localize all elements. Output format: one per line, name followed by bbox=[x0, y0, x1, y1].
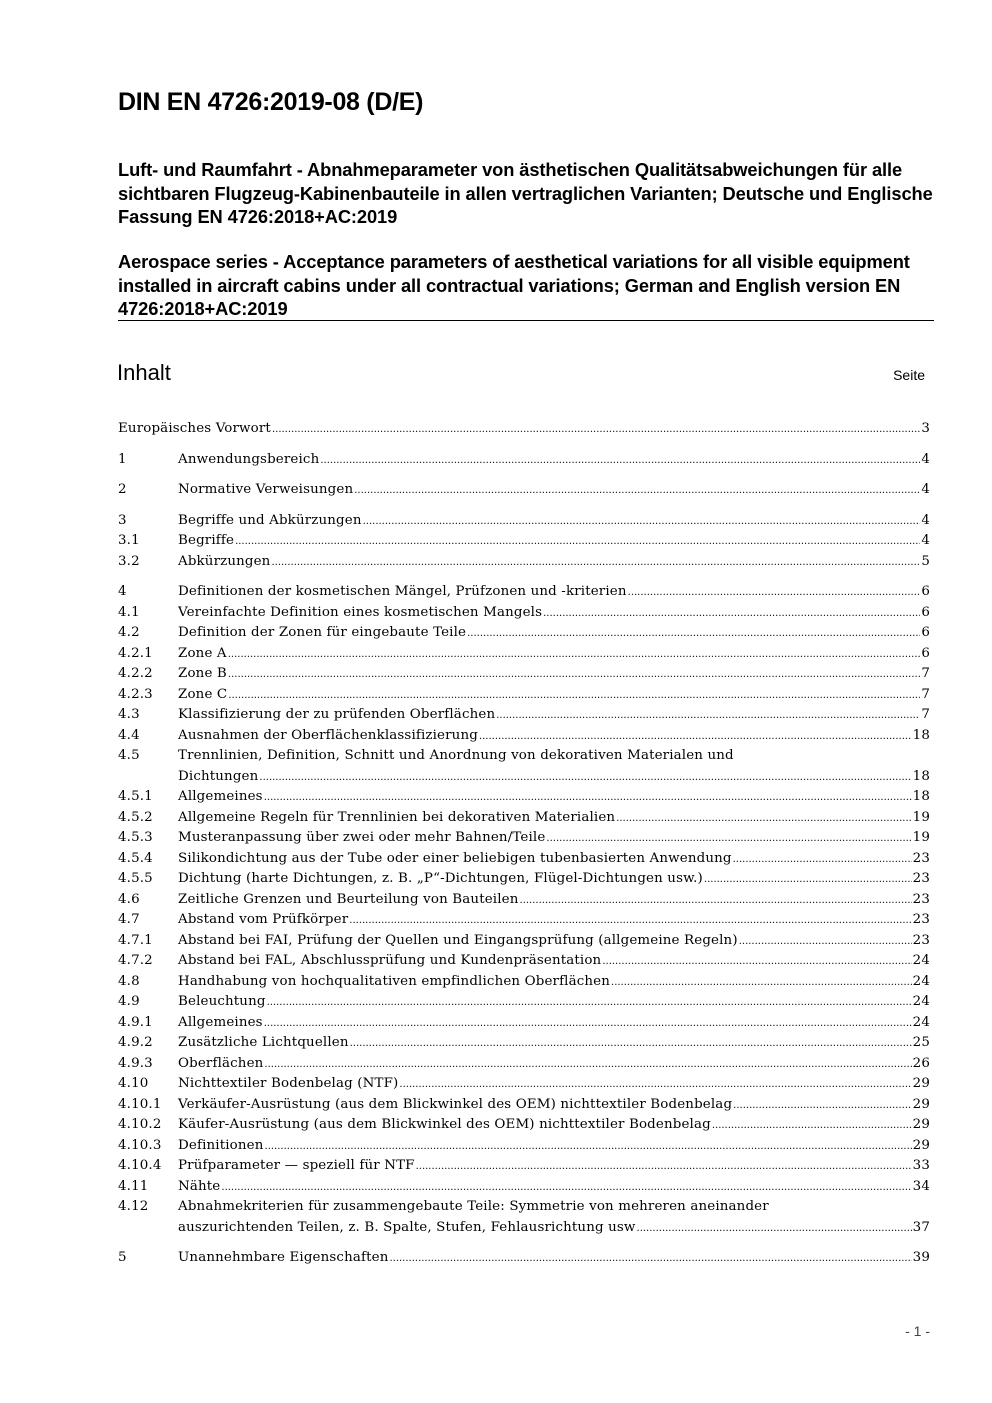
toc-entry-page: 37 bbox=[912, 1219, 930, 1235]
toc-entry-title: Allgemeines bbox=[178, 789, 263, 804]
toc-entry[interactable] bbox=[118, 705, 930, 726]
toc-leader-dots bbox=[611, 973, 912, 994]
toc-entry[interactable] bbox=[118, 972, 930, 993]
toc-entry[interactable] bbox=[118, 1248, 930, 1269]
toc-entry[interactable] bbox=[118, 1095, 930, 1116]
toc-entry-number: 4 bbox=[118, 584, 127, 599]
toc-entry-page: 24 bbox=[912, 1014, 930, 1030]
toc-entry-page: 7 bbox=[921, 666, 930, 681]
toc-entry-number: 4.9.1 bbox=[118, 1014, 153, 1030]
toc-entry-page: 7 bbox=[921, 686, 930, 702]
toc-entry-page: 3 bbox=[921, 421, 930, 436]
toc-leader-dots bbox=[733, 850, 912, 871]
toc-entry[interactable] bbox=[118, 531, 930, 552]
toc-entry-number: 3.1 bbox=[118, 533, 140, 548]
toc-entry-page: 5 bbox=[921, 553, 930, 569]
toc-leader-dots bbox=[616, 809, 911, 830]
toc-leader-dots bbox=[265, 1137, 912, 1158]
toc-entry-title: Abstand bei FAI, Prüfung der Quellen und Eingangsprüfung (allgemeine Regeln) bbox=[178, 932, 738, 948]
toc-entry-number: 4.11 bbox=[118, 1178, 149, 1194]
page-number: - 1 - bbox=[905, 1323, 930, 1339]
toc-entry-number: 3.2 bbox=[118, 553, 140, 569]
toc-entry-title-line1: Abnahmekriterien für zusammengebaute Teile: Symmetrie von mehreren aneinander bbox=[178, 1199, 769, 1214]
toc-entry[interactable] bbox=[118, 1197, 930, 1218]
toc-entry[interactable] bbox=[118, 1156, 930, 1177]
toc-entry-title: Klassifizierung der zu prüfenden Oberflächen bbox=[178, 707, 496, 722]
toc-leader-dots bbox=[228, 686, 920, 707]
toc-entry[interactable] bbox=[118, 849, 930, 870]
toc-entry-title: Allgemeines bbox=[178, 1014, 263, 1030]
toc-entry-page: 4 bbox=[921, 533, 930, 548]
table-of-contents bbox=[118, 419, 930, 1269]
toc-entry[interactable] bbox=[118, 890, 930, 911]
toc-entry-page: 18 bbox=[912, 789, 930, 804]
toc-entry-title: Silikondichtung aus der Tube oder einer beliebigen tubenbasierten Anwendung bbox=[178, 850, 732, 866]
toc-leader-dots bbox=[546, 829, 911, 850]
toc-entry-number: 4.10.3 bbox=[118, 1137, 162, 1153]
toc-entry-number: 4.10.2 bbox=[118, 1117, 162, 1132]
toc-entry-number: 4.12 bbox=[118, 1199, 149, 1214]
toc-entry-title: Verkäufer-Ausrüstung (aus dem Blickwinkel des OEM) nichttextiler Bodenbelag bbox=[178, 1096, 733, 1112]
toc-entry-page: 23 bbox=[912, 850, 930, 866]
toc-leader-dots bbox=[264, 788, 912, 809]
toc-entry[interactable] bbox=[118, 828, 930, 849]
toc-entry-title: Definition der Zonen für eingebaute Teile bbox=[178, 625, 467, 640]
toc-entry-title: Prüfparameter — speziell für NTF bbox=[178, 1158, 415, 1173]
toc-leader-dots bbox=[399, 1075, 911, 1096]
toc-leader-dots bbox=[543, 604, 920, 625]
toc-entry-number: 4.2.1 bbox=[118, 645, 153, 661]
toc-entry-page: 24 bbox=[912, 953, 930, 968]
toc-entry-title: Musteranpassung über zwei oder mehr Bahnen/Teile bbox=[178, 830, 546, 845]
toc-entry-number: 4.9.3 bbox=[118, 1055, 153, 1071]
toc-entry-title: Unannehmbare Eigenschaften bbox=[178, 1250, 389, 1265]
toc-entry[interactable] bbox=[118, 992, 930, 1013]
toc-entry-page: 6 bbox=[921, 625, 930, 640]
toc-entry-page: 6 bbox=[921, 604, 930, 620]
toc-leader-dots bbox=[637, 1219, 912, 1240]
toc-leader-dots bbox=[228, 645, 921, 666]
toc-entry[interactable] bbox=[118, 480, 930, 501]
toc-entry-continuation[interactable] bbox=[118, 1218, 930, 1239]
toc-leader-dots bbox=[354, 481, 920, 502]
title-divider bbox=[118, 320, 934, 321]
toc-entry[interactable] bbox=[118, 685, 930, 706]
toc-leader-dots bbox=[259, 768, 911, 789]
toc-leader-dots bbox=[416, 1157, 912, 1178]
toc-entry-number: 4.4 bbox=[118, 727, 140, 743]
toc-leader-dots bbox=[350, 1034, 912, 1055]
toc-entry[interactable] bbox=[118, 910, 930, 931]
toc-entry[interactable] bbox=[118, 726, 930, 747]
toc-heading: Inhalt bbox=[117, 360, 171, 385]
toc-entry-title: Europäisches Vorwort bbox=[118, 421, 271, 436]
toc-entry-title: Zeitliche Grenzen und Beurteilung von Bauteilen bbox=[178, 891, 519, 907]
toc-entry-number: 4.7.1 bbox=[118, 932, 153, 948]
toc-entry-page: 23 bbox=[912, 891, 930, 907]
title-english: Aerospace series - Acceptance parameters of aesthetical variations for all visible equipment installed in aircraft cabins under all contractual variations; German and English version EN 4726:2018+AC:2019 bbox=[118, 251, 910, 319]
toc-entry-page: 4 bbox=[921, 451, 930, 467]
toc-entry-title: Käufer-Ausrüstung (aus dem Blickwinkel des OEM) nichttextiler Bodenbelag bbox=[178, 1117, 711, 1132]
toc-entry-title: Zone C bbox=[178, 686, 228, 702]
toc-entry[interactable] bbox=[118, 1115, 930, 1136]
toc-entry-title: Begriffe und Abkürzungen bbox=[178, 512, 362, 528]
toc-leader-dots bbox=[733, 1096, 911, 1117]
toc-entry-title: Nichttextiler Bodenbelag (NTF) bbox=[178, 1076, 399, 1091]
toc-entry[interactable] bbox=[118, 644, 930, 665]
toc-entry-number: 4.5.5 bbox=[118, 871, 153, 886]
toc-entry-title: Abstand bei FAL, Abschlussprüfung und Kundenpräsentation bbox=[178, 953, 602, 968]
toc-entry-number: 5 bbox=[118, 1250, 127, 1265]
toc-entry-number: 4.5 bbox=[118, 748, 140, 763]
toc-entry-number: 4.10.4 bbox=[118, 1158, 162, 1173]
toc-entry-page: 26 bbox=[912, 1055, 930, 1071]
toc-leader-dots bbox=[467, 624, 920, 645]
toc-entry-title: Zone B bbox=[178, 666, 227, 681]
toc-entry-title: Definitionen der kosmetischen Mängel, Prüfzonen und -kriterien bbox=[178, 584, 627, 599]
toc-entry-page: 29 bbox=[912, 1137, 930, 1153]
toc-entry-number: 4.2.3 bbox=[118, 686, 153, 702]
toc-entry-page: 29 bbox=[912, 1117, 930, 1132]
toc-entry[interactable] bbox=[118, 1136, 930, 1157]
toc-entry-title-line1: Trennlinien, Definition, Schnitt und Anordnung von dekorativen Materialen und bbox=[178, 748, 734, 763]
toc-leader-dots bbox=[739, 932, 912, 953]
toc-entry-page: 23 bbox=[912, 912, 930, 927]
toc-entry-page: 34 bbox=[912, 1178, 930, 1194]
toc-entry-number: 4.6 bbox=[118, 891, 140, 907]
toc-entry[interactable] bbox=[118, 582, 930, 603]
toc-entry-title: Anwendungsbereich bbox=[178, 451, 320, 467]
toc-entry-title: Zusätzliche Lichtquellen bbox=[178, 1035, 349, 1050]
toc-entry[interactable] bbox=[118, 869, 930, 890]
toc-entry-page: 39 bbox=[912, 1250, 930, 1265]
toc-entry-title: Beleuchtung bbox=[178, 994, 266, 1009]
toc-leader-dots bbox=[235, 532, 920, 553]
toc-entry-page: 6 bbox=[921, 584, 930, 599]
toc-entry-number: 2 bbox=[118, 482, 127, 497]
toc-entry[interactable] bbox=[118, 603, 930, 624]
toc-entry-title: Ausnahmen der Oberflächenklassifizierung bbox=[178, 727, 478, 743]
toc-entry-number: 4.10.1 bbox=[118, 1096, 162, 1112]
toc-entry-page: 33 bbox=[912, 1158, 930, 1173]
toc-entry-continuation[interactable] bbox=[118, 767, 930, 788]
toc-entry-title: Normative Verweisungen bbox=[178, 482, 354, 497]
toc-entry-number: 4.5.3 bbox=[118, 830, 153, 845]
toc-entry-number: 4.2.2 bbox=[118, 666, 153, 681]
toc-entry-title: Abstand vom Prüfkörper bbox=[178, 912, 349, 927]
toc-entry-number: 4.3 bbox=[118, 707, 140, 722]
toc-entry[interactable] bbox=[118, 1074, 930, 1095]
toc-entry-title: Dichtungen bbox=[178, 768, 259, 784]
toc-entry-title: Zone A bbox=[178, 645, 227, 661]
toc-entry-page: 4 bbox=[921, 482, 930, 497]
toc-leader-dots bbox=[272, 420, 920, 441]
toc-leader-dots bbox=[264, 1014, 912, 1035]
toc-entry[interactable] bbox=[118, 1013, 930, 1034]
toc-leader-dots bbox=[520, 891, 912, 912]
toc-entry-page: 18 bbox=[912, 727, 930, 743]
toc-entry-page: 19 bbox=[912, 809, 930, 825]
toc-leader-dots bbox=[704, 870, 912, 891]
toc-entry-page: 23 bbox=[912, 871, 930, 886]
toc-entry-number: 4.9 bbox=[118, 994, 140, 1009]
toc-entry[interactable] bbox=[118, 1054, 930, 1075]
toc-entry-page: 4 bbox=[921, 512, 930, 528]
toc-entry-number: 4.8 bbox=[118, 973, 140, 989]
toc-entry-number: 4.7.2 bbox=[118, 953, 153, 968]
toc-entry[interactable] bbox=[118, 419, 930, 440]
document-id: DIN EN 4726:2019-08 (D/E) bbox=[118, 88, 424, 116]
toc-leader-dots bbox=[221, 1178, 911, 1199]
toc-page-column-label: Seite bbox=[893, 367, 925, 383]
toc-entry-page: 18 bbox=[912, 768, 930, 784]
toc-entry[interactable] bbox=[118, 552, 930, 573]
toc-entry-number: 4.5.1 bbox=[118, 789, 153, 804]
toc-entry[interactable] bbox=[118, 1033, 930, 1054]
toc-entry-title: Abkürzungen bbox=[178, 553, 271, 569]
toc-entry[interactable] bbox=[118, 450, 930, 471]
toc-leader-dots bbox=[320, 451, 920, 472]
toc-entry[interactable] bbox=[118, 951, 930, 972]
toc-entry-page: 25 bbox=[912, 1035, 930, 1050]
toc-entry-page: 23 bbox=[912, 932, 930, 948]
toc-entry-number: 4.5.2 bbox=[118, 809, 153, 825]
toc-leader-dots bbox=[363, 512, 921, 533]
toc-leader-dots bbox=[602, 952, 911, 973]
toc-entry-page: 24 bbox=[912, 994, 930, 1009]
toc-entry-title: Dichtung (harte Dichtungen, z. B. „P“-Dichtungen, Flügel-Dichtungen usw.) bbox=[178, 871, 703, 886]
toc-entry-title: Oberflächen bbox=[178, 1055, 264, 1071]
toc-leader-dots bbox=[479, 727, 912, 748]
toc-entry-title: Nähte bbox=[178, 1178, 221, 1194]
toc-entry[interactable] bbox=[118, 746, 930, 767]
toc-leader-dots bbox=[271, 553, 920, 574]
toc-entry-title: auszurichtenden Teilen, z. B. Spalte, Stufen, Fehlausrichtung usw bbox=[178, 1219, 636, 1235]
toc-entry[interactable] bbox=[118, 511, 930, 532]
toc-entry-title: Vereinfachte Definition eines kosmetischen Mangels bbox=[178, 604, 543, 620]
toc-entry[interactable] bbox=[118, 808, 930, 829]
toc-leader-dots bbox=[349, 911, 911, 932]
toc-leader-dots bbox=[389, 1249, 911, 1270]
toc-entry-title: Handhabung von hochqualitativen empfindlichen Oberflächen bbox=[178, 973, 611, 989]
toc-entry[interactable] bbox=[118, 664, 930, 685]
toc-entry-page: 29 bbox=[912, 1076, 930, 1091]
toc-leader-dots bbox=[267, 993, 912, 1014]
toc-entry-page: 19 bbox=[912, 830, 930, 845]
toc-entry-number: 4.2 bbox=[118, 625, 140, 640]
toc-entry-title: Allgemeine Regeln für Trennlinien bei dekorativen Materialien bbox=[178, 809, 616, 825]
toc-entry-number: 4.5.4 bbox=[118, 850, 153, 866]
toc-leader-dots bbox=[228, 665, 920, 686]
toc-entry[interactable] bbox=[118, 787, 930, 808]
toc-entry[interactable] bbox=[118, 1177, 930, 1198]
toc-entry-number: 4.7 bbox=[118, 912, 140, 927]
toc-entry-page: 7 bbox=[921, 707, 930, 722]
toc-leader-dots bbox=[264, 1055, 911, 1076]
toc-entry-number: 1 bbox=[118, 451, 127, 467]
toc-entry-page: 29 bbox=[912, 1096, 930, 1112]
toc-entry-page: 6 bbox=[921, 645, 930, 661]
toc-leader-dots bbox=[628, 583, 921, 604]
toc-entry-title: Begriffe bbox=[178, 533, 235, 548]
toc-entry-number: 4.10 bbox=[118, 1076, 149, 1091]
toc-leader-dots bbox=[712, 1116, 912, 1137]
toc-entry[interactable] bbox=[118, 623, 930, 644]
toc-entry-number: 3 bbox=[118, 512, 127, 528]
toc-entry-page: 24 bbox=[912, 973, 930, 989]
toc-entry-title: Definitionen bbox=[178, 1137, 264, 1153]
toc-leader-dots bbox=[496, 706, 920, 727]
toc-entry[interactable] bbox=[118, 931, 930, 952]
toc-entry-number: 4.1 bbox=[118, 604, 140, 620]
toc-entry-number: 4.9.2 bbox=[118, 1035, 153, 1050]
title-german: Luft- und Raumfahrt - Abnahmeparameter von ästhetischen Qualitätsabweichungen für alle sichtbaren Flugzeug-Kabinenbauteile in allen vertraglichen Varianten; Deutsche und Englische Fassung EN 4726:2018+AC:2019 bbox=[118, 159, 933, 227]
